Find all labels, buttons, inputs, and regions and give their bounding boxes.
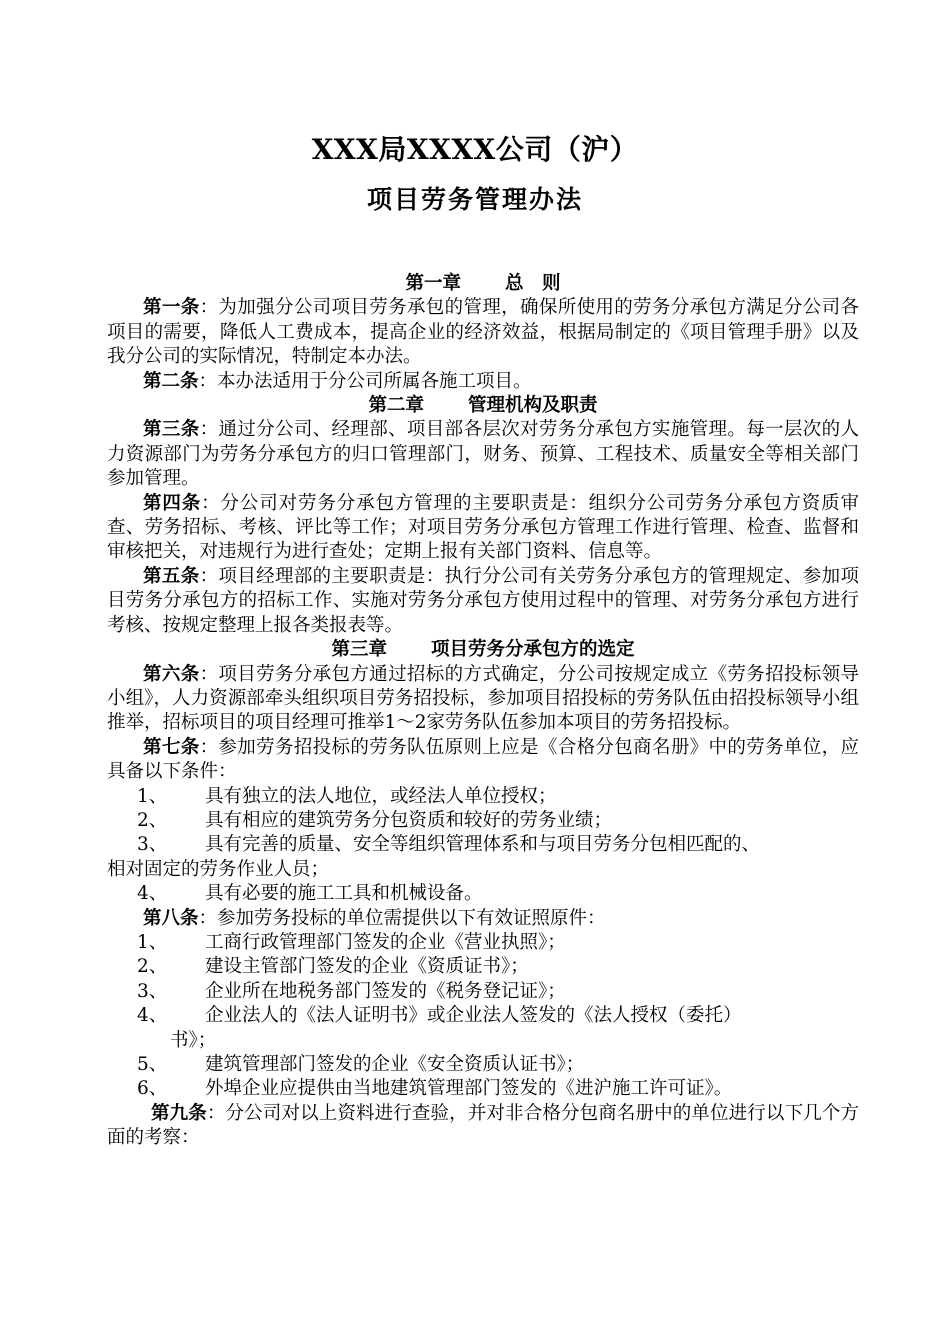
article-label: 第一条 bbox=[143, 297, 200, 319]
article-6 bbox=[107, 663, 859, 736]
article-label: 第三条 bbox=[143, 419, 200, 441]
article-text: ：项目经理部的主要职责是：执行分公司有关劳务分承包方的管理规定、参加项目劳务分承包方的招标工作、实施对劳务分承包方使用过程中的管理、对劳务分承包方进行考核、按规定整理上报各类报表等。 bbox=[107, 565, 859, 636]
list-item-number: 4、 bbox=[137, 1005, 168, 1027]
article-text: ：项目劳务分承包方通过招标的方式确定，分公司按规定成立《劳务招投标领导小组》，人力资源部牵头组织项目劳务招投标，参加项目招投标的劳务队伍由招投标领导小组推举，招标项目的项目经理可推举1～2家劳务队伍参加本项目的劳务招投标。 bbox=[107, 663, 859, 734]
list-item bbox=[107, 809, 859, 833]
chapter-heading-1 bbox=[107, 272, 859, 296]
list-item bbox=[107, 955, 859, 979]
article-5 bbox=[107, 565, 859, 638]
list-item bbox=[107, 1053, 859, 1077]
list-item-text: 建筑管理部门签发的企业《安全资质认证书》； bbox=[205, 1054, 585, 1075]
chapter-name: 管理机构及职责 bbox=[468, 395, 598, 417]
article-label: 第九条 bbox=[151, 1102, 207, 1124]
article-label: 第二条 bbox=[143, 370, 199, 392]
list-item-number: 1、 bbox=[137, 785, 168, 807]
chapter-name: 总 则 bbox=[505, 273, 561, 294]
article-3 bbox=[107, 418, 859, 491]
article-text: ：分公司对劳务分承包方管理的主要职责是：组织分公司劳务分承包方资质审查、劳务招标、考核、评比等工作；对项目劳务分承包方管理工作进行管理、检查、监督和审核把关，对违规行为进行查处；定期上报有关部门资料、信息等。 bbox=[107, 492, 859, 563]
article-label: 第四条 bbox=[143, 492, 202, 514]
list-item bbox=[107, 980, 859, 1004]
list-item-text: 具有相应的建筑劳务分包资质和较好的劳务业绩； bbox=[205, 809, 613, 831]
list-item bbox=[107, 931, 859, 955]
article-label: 第五条 bbox=[143, 565, 200, 587]
list-item bbox=[107, 1077, 859, 1101]
list-item-text: 具有必要的施工工具和机械设备。 bbox=[205, 883, 483, 905]
list-item-number: 3、 bbox=[137, 980, 168, 1002]
article-8 bbox=[107, 907, 859, 931]
list-item-number: 2、 bbox=[137, 809, 168, 831]
list-item-number: 1、 bbox=[137, 931, 168, 953]
list-item-number: 3、 bbox=[137, 834, 168, 856]
list-item-text: 工商行政管理部门签发的企业《营业执照》； bbox=[205, 931, 566, 953]
article-text: ：参加劳务投标的单位需提供以下有效证照原件： bbox=[198, 907, 606, 929]
list-item bbox=[107, 833, 859, 857]
list-item-number: 2、 bbox=[137, 956, 168, 978]
chapter-number: 第三章 bbox=[331, 639, 387, 661]
list-item-text: 企业所在地税务部门签发的《税务登记证》； bbox=[205, 980, 566, 1002]
chapter-number: 第二章 bbox=[368, 395, 424, 417]
chapter-name: 项目劳务分承包方的选定 bbox=[431, 639, 635, 661]
article-4 bbox=[107, 492, 859, 565]
article-label: 第六条 bbox=[143, 663, 200, 685]
list-item-number: 4、 bbox=[137, 883, 168, 905]
list-item bbox=[107, 882, 859, 906]
chapter-heading-3 bbox=[107, 638, 859, 662]
list-item bbox=[107, 785, 859, 809]
article-text: ：通过分公司、经理部、项目部各层次对劳务分承包方实施管理。每一层次的人力资源部门为劳务分承包方的归口管理部门，财务、预算、工程技术、质量安全等相关部门参加管理。 bbox=[107, 419, 859, 490]
article-label: 第七条 bbox=[143, 736, 200, 758]
document-title-subject: 项目劳务管理办法 bbox=[366, 185, 583, 214]
list-item-text: 建设主管部门签发的企业《资质证书》； bbox=[205, 956, 529, 978]
list-item-text: 外埠企业应提供由当地建筑管理部门签发的《进沪施工许可证》。 bbox=[205, 1078, 733, 1100]
list-item-continuation: 相对固定的劳务作业人员； bbox=[107, 858, 330, 880]
chapter-heading-2 bbox=[107, 394, 859, 418]
article-1 bbox=[107, 296, 859, 369]
list-item-number: 5、 bbox=[137, 1054, 168, 1075]
article-text: ：为加强分公司项目劳务承包的管理，确保所使用的劳务分承包方满足分公司各项目的需要，降低人工费成本，提高企业的经济效益，根据局制定的《项目管理手册》以及我分公司的实际情况，特制定本办法。 bbox=[107, 297, 859, 368]
list-item-continuation: 书》； bbox=[170, 1029, 217, 1051]
list-item-text: 具有独立的法人地位，或经法人单位授权； bbox=[205, 785, 557, 807]
list-item-text: 企业法人的《法人证明书》或企业法人签发的《法人授权（委托） bbox=[205, 1005, 742, 1027]
article-text: ：参加劳务招投标的劳务队伍原则上应是《合格分包商名册》中的劳务单位，应具备以下条件： bbox=[107, 736, 859, 783]
article-label: 第八条 bbox=[143, 907, 199, 929]
article-9 bbox=[107, 1102, 859, 1151]
article-text: ：分公司对以上资料进行查验，并对非合格分包商名册中的单位进行以下几个方面的考察： bbox=[107, 1102, 859, 1149]
article-7 bbox=[107, 736, 859, 785]
document-body bbox=[107, 272, 859, 1151]
list-item-text: 具有完善的质量、安全等组织管理体系和与项目劳务分包相匹配的、 bbox=[205, 834, 761, 856]
document-title-company: XXX局XXXX公司（沪） bbox=[311, 133, 639, 166]
list-item bbox=[107, 1004, 859, 1028]
article-2 bbox=[107, 370, 859, 394]
chapter-number: 第一章 bbox=[405, 273, 461, 294]
list-item-number: 6、 bbox=[137, 1078, 168, 1100]
article-text: ：本办法适用于分公司所属各施工项目。 bbox=[198, 370, 532, 392]
